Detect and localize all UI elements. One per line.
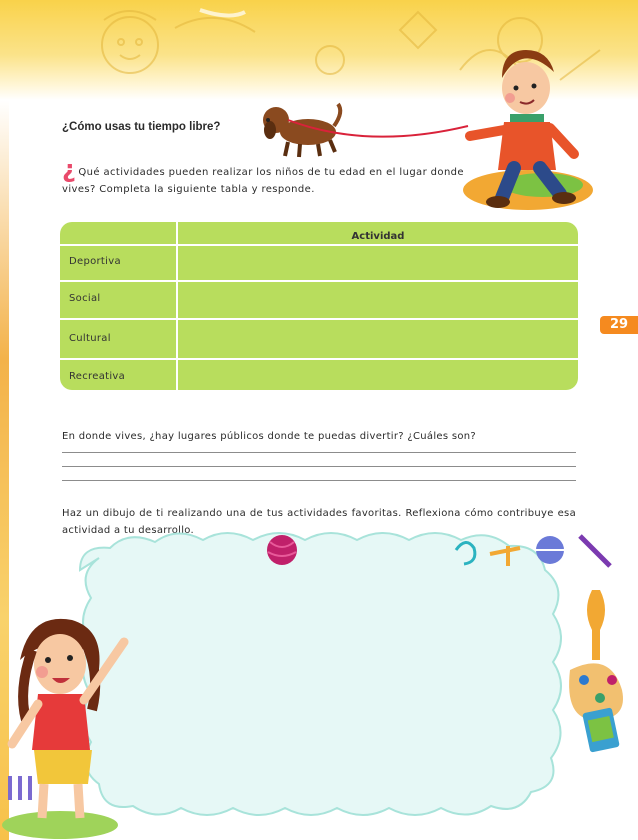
drawing-instruction: Haz un dibujo de ti realizando una de tus actividades favoritas. Reflexiona cómo contribuye esa actividad a tu desarrollo.: [62, 508, 576, 536]
table-row-divider: [60, 280, 578, 282]
answer-line[interactable]: [62, 480, 576, 481]
table-row-divider: [60, 358, 578, 360]
activities-question-text: Qué actividades pueden realizar los niños de tu edad en el lugar donde vives? Completa la siguiente tabla y responde.: [62, 167, 464, 195]
activities-question: [62, 155, 482, 198]
row-label-deportiva: Deportiva: [69, 256, 121, 267]
row-label-cultural: Cultural: [69, 333, 111, 344]
activity-table: [60, 222, 578, 390]
girl-illustration: [0, 600, 170, 840]
row-label-social: Social: [69, 293, 101, 304]
art-supplies-illustration: [450, 530, 638, 780]
question-mark-decoration: ¿: [62, 155, 77, 183]
public-places-question: En donde vives, ¿hay lugares públicos donde te puedas divertir? ¿Cuáles son?: [62, 431, 477, 442]
table-column-divider: [176, 222, 178, 390]
page-heading: ¿Cómo usas tu tiempo libre?: [62, 121, 221, 133]
row-label-recreativa: Recreativa: [69, 371, 126, 382]
page-number-tab: 29: [600, 316, 638, 334]
answer-line[interactable]: [62, 452, 576, 453]
answer-line[interactable]: [62, 466, 576, 467]
table-row-divider: [60, 244, 578, 246]
table-header-activity: Actividad: [351, 231, 405, 242]
table-row-divider: [60, 318, 578, 320]
